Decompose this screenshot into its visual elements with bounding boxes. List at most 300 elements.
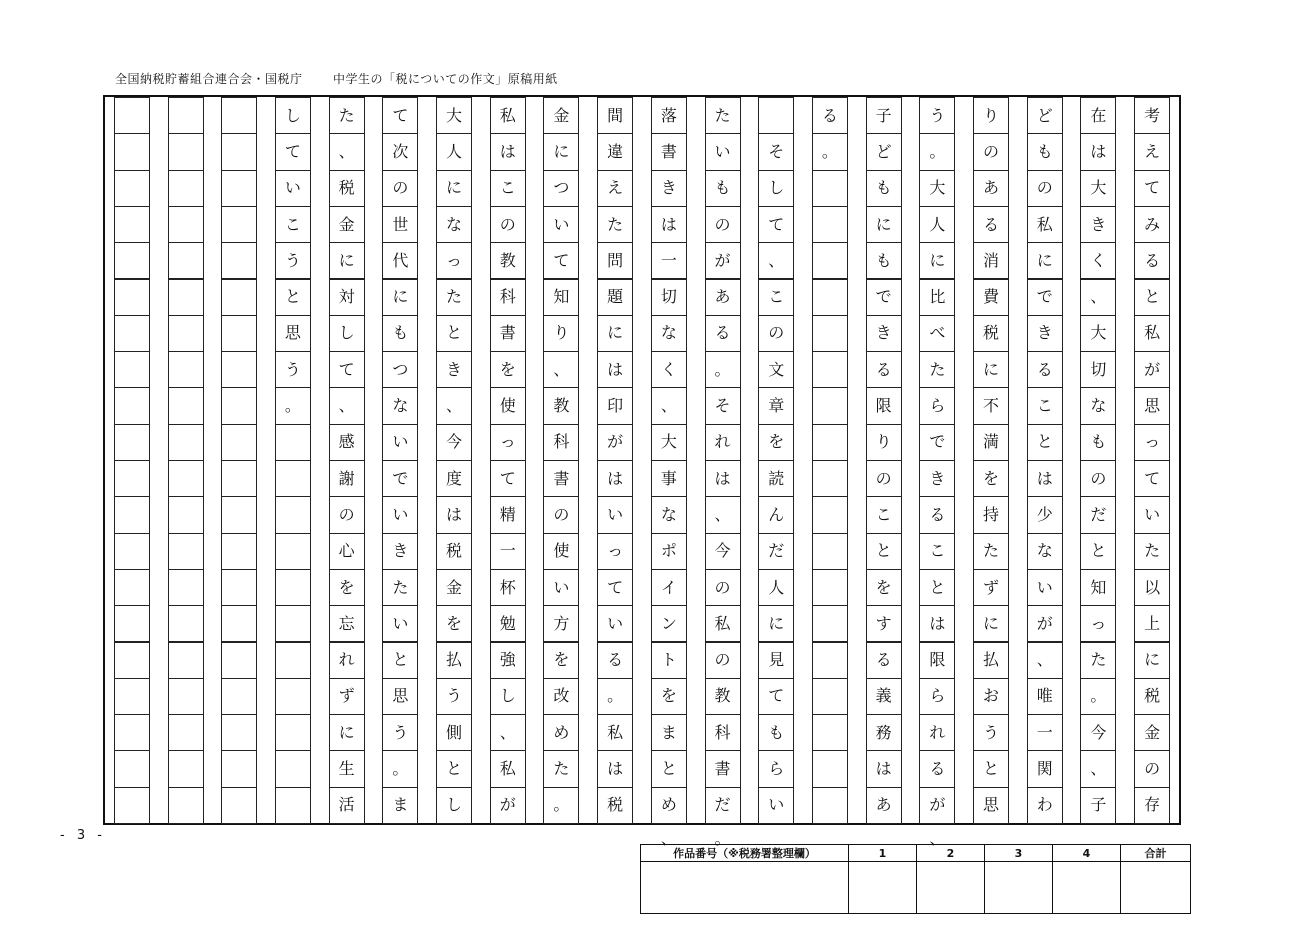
- manuscript-cell: [1027, 279, 1063, 316]
- manuscript-char: え: [1144, 141, 1161, 161]
- manuscript-cell: [651, 133, 687, 170]
- manuscript-cell: [168, 242, 204, 279]
- manuscript-cell: [168, 133, 204, 170]
- manuscript-cell: [275, 97, 311, 134]
- manuscript-char: 限: [929, 650, 946, 670]
- manuscript-cell: [812, 170, 848, 207]
- manuscript-cell: [1134, 714, 1170, 751]
- manuscript-char: に: [392, 287, 409, 307]
- manuscript-cell: [114, 678, 150, 715]
- manuscript-cell: [705, 97, 741, 134]
- manuscript-char: と: [1036, 432, 1053, 452]
- manuscript-char: 関: [1036, 759, 1053, 779]
- manuscript-char: 改: [553, 686, 570, 706]
- score-cell-entry-number[interactable]: [641, 862, 849, 914]
- manuscript-char: 杯: [499, 577, 516, 597]
- manuscript-cell: [543, 206, 579, 243]
- manuscript-cell: [1134, 642, 1170, 679]
- manuscript-cell: [919, 678, 955, 715]
- manuscript-cell: [329, 315, 365, 352]
- manuscript-cell: [1080, 351, 1116, 388]
- manuscript-cell: [758, 787, 794, 824]
- manuscript-cell: [436, 279, 472, 316]
- manuscript-column: [382, 97, 418, 823]
- manuscript-cell: [221, 605, 257, 642]
- score-header-2: 2: [917, 845, 985, 862]
- manuscript-char: る: [714, 323, 731, 343]
- manuscript-char: は: [1090, 141, 1107, 161]
- manuscript-cell: [490, 315, 526, 352]
- manuscript-cell: [1134, 351, 1170, 388]
- manuscript-char: 満: [983, 432, 1000, 452]
- manuscript-cell: [382, 605, 418, 642]
- manuscript-char: っ: [446, 250, 463, 270]
- manuscript-char: が: [499, 795, 516, 815]
- manuscript-char: を: [553, 650, 570, 670]
- manuscript-char: ら: [929, 686, 946, 706]
- manuscript-char: 書: [499, 323, 516, 343]
- manuscript-char: た: [1144, 541, 1161, 561]
- manuscript-cell: [597, 279, 633, 316]
- manuscript-char: し: [768, 178, 785, 198]
- manuscript-cell: [382, 315, 418, 352]
- manuscript-cell: [543, 315, 579, 352]
- manuscript-char: 知: [1090, 577, 1107, 597]
- manuscript-cell: [114, 750, 150, 787]
- manuscript-cell: [1080, 750, 1116, 787]
- manuscript-cell: [919, 170, 955, 207]
- manuscript-cell: [382, 387, 418, 424]
- manuscript-cell: [1027, 750, 1063, 787]
- overflow-punctuation: 、: [660, 829, 677, 848]
- manuscript-cell: [1027, 460, 1063, 497]
- manuscript-char: ま: [392, 795, 409, 815]
- manuscript-char: う: [929, 105, 946, 125]
- manuscript-char: と: [446, 759, 463, 779]
- manuscript-cell: [651, 387, 687, 424]
- manuscript-cell: [490, 206, 526, 243]
- manuscript-cell: [758, 605, 794, 642]
- manuscript-cell: [812, 242, 848, 279]
- manuscript-cell: [705, 387, 741, 424]
- manuscript-char: て: [284, 141, 301, 161]
- manuscript-cell: [1027, 170, 1063, 207]
- manuscript-char: と: [392, 650, 409, 670]
- manuscript-column: [543, 97, 579, 823]
- manuscript-cell: [1134, 424, 1170, 461]
- manuscript-char: る: [821, 105, 838, 125]
- manuscript-cell: [919, 569, 955, 606]
- manuscript-cell: [168, 605, 204, 642]
- manuscript-char: い: [607, 613, 624, 633]
- manuscript-char: 不: [983, 396, 1000, 416]
- manuscript-cell: [651, 605, 687, 642]
- manuscript-char: き: [392, 541, 409, 561]
- manuscript-cell: [275, 460, 311, 497]
- manuscript-char: に: [983, 613, 1000, 633]
- manuscript-char: め: [660, 795, 677, 815]
- manuscript-cell: [597, 642, 633, 679]
- manuscript-cell: [382, 460, 418, 497]
- manuscript-char: 文: [768, 359, 785, 379]
- manuscript-cell: [436, 351, 472, 388]
- organization-name: 全国納税貯蓄組合連合会・国税庁: [115, 72, 303, 86]
- manuscript-cell: [382, 678, 418, 715]
- manuscript-char: 以: [1144, 577, 1161, 597]
- manuscript-cell: [973, 460, 1009, 497]
- manuscript-char: の: [392, 178, 409, 198]
- manuscript-cell: [919, 460, 955, 497]
- manuscript-cell: [329, 170, 365, 207]
- manuscript-cell: [436, 533, 472, 570]
- manuscript-char: も: [875, 178, 892, 198]
- manuscript-cell: [114, 496, 150, 533]
- manuscript-char: 切: [660, 287, 677, 307]
- manuscript-cell: [1080, 714, 1116, 751]
- manuscript-cell: [1027, 605, 1063, 642]
- manuscript-cell: [919, 714, 955, 751]
- manuscript-char: て: [768, 214, 785, 234]
- manuscript-cell: [973, 750, 1009, 787]
- manuscript-char: た: [929, 359, 946, 379]
- score-header-entry-number: 作品番号（※税務署整理欄）: [641, 845, 849, 862]
- manuscript-cell: [651, 787, 687, 824]
- score-header-3: 3: [985, 845, 1053, 862]
- manuscript-char: 務: [875, 722, 892, 742]
- form-title: 中学生の「税についての作文」原稿用紙: [333, 72, 558, 86]
- manuscript-cell: [114, 170, 150, 207]
- manuscript-cell: [651, 424, 687, 461]
- manuscript-char: 謝: [338, 468, 355, 488]
- manuscript-char: な: [660, 504, 677, 524]
- manuscript-column: [651, 97, 687, 823]
- manuscript-char: る: [929, 759, 946, 779]
- manuscript-char: を: [983, 468, 1000, 488]
- manuscript-column: [705, 97, 741, 823]
- manuscript-char: し: [284, 105, 301, 125]
- manuscript-cell: [168, 279, 204, 316]
- manuscript-cell: [543, 387, 579, 424]
- manuscript-char: れ: [929, 722, 946, 742]
- manuscript-char: 題: [607, 287, 624, 307]
- manuscript-cell: [705, 569, 741, 606]
- manuscript-char: る: [1036, 359, 1053, 379]
- manuscript-cell: [1027, 206, 1063, 243]
- manuscript-cell: [490, 714, 526, 751]
- manuscript-char: 知: [553, 287, 570, 307]
- manuscript-char: イ: [660, 577, 677, 597]
- manuscript-cell: [436, 315, 472, 352]
- manuscript-cell: [919, 387, 955, 424]
- manuscript-cell: [1027, 678, 1063, 715]
- manuscript-char: る: [607, 650, 624, 670]
- manuscript-char: で: [1036, 287, 1053, 307]
- manuscript-char: い: [553, 577, 570, 597]
- manuscript-cell: [597, 424, 633, 461]
- score-table-entry-row: [641, 862, 1191, 914]
- manuscript-char: た: [446, 287, 463, 307]
- manuscript-cell: [221, 315, 257, 352]
- manuscript-cell: [866, 242, 902, 279]
- manuscript-char: 、: [338, 396, 355, 416]
- manuscript-char: の: [499, 214, 516, 234]
- manuscript-char: 。: [607, 686, 624, 706]
- manuscript-char: 私: [499, 105, 516, 125]
- manuscript-cell: [866, 750, 902, 787]
- manuscript-cell: [221, 642, 257, 679]
- manuscript-char: を: [875, 577, 892, 597]
- manuscript-cell: [812, 678, 848, 715]
- manuscript-cell: [1080, 279, 1116, 316]
- manuscript-char: ず: [983, 577, 1000, 597]
- manuscript-cell: [436, 714, 472, 751]
- manuscript-char: だ: [768, 541, 785, 561]
- manuscript-cell: [758, 242, 794, 279]
- manuscript-cell: [490, 170, 526, 207]
- manuscript-char: ど: [875, 141, 892, 161]
- manuscript-char: の: [338, 504, 355, 524]
- manuscript-cell: [114, 460, 150, 497]
- score-cell-3[interactable]: [985, 862, 1053, 914]
- manuscript-cell: [329, 206, 365, 243]
- manuscript-cell: [329, 242, 365, 279]
- manuscript-char: に: [929, 250, 946, 270]
- manuscript-cell: [490, 97, 526, 134]
- manuscript-char: と: [1144, 287, 1161, 307]
- manuscript-char: 使: [499, 396, 516, 416]
- manuscript-char: れ: [338, 650, 355, 670]
- manuscript-char: る: [875, 359, 892, 379]
- manuscript-cell: [490, 460, 526, 497]
- manuscript-cell: [597, 170, 633, 207]
- manuscript-cell: [758, 750, 794, 787]
- manuscript-cell: [866, 605, 902, 642]
- manuscript-char: ら: [768, 759, 785, 779]
- manuscript-char: 使: [553, 541, 570, 561]
- manuscript-char: 、: [338, 141, 355, 161]
- manuscript-cell: [1134, 533, 1170, 570]
- manuscript-char: な: [1036, 541, 1053, 561]
- manuscript-cell: [543, 678, 579, 715]
- manuscript-cell: [866, 678, 902, 715]
- manuscript-char: 人: [446, 141, 463, 161]
- manuscript-char: き: [446, 359, 463, 379]
- manuscript-cell: [382, 424, 418, 461]
- manuscript-cell: [597, 97, 633, 134]
- manuscript-char: 感: [338, 432, 355, 452]
- manuscript-char: 忘: [338, 613, 355, 633]
- manuscript-cell: [1027, 242, 1063, 279]
- manuscript-char: 大: [1090, 178, 1107, 198]
- manuscript-cell: [114, 97, 150, 134]
- manuscript-cell: [168, 206, 204, 243]
- manuscript-cell: [382, 206, 418, 243]
- manuscript-char: つ: [392, 359, 409, 379]
- overflow-punctuation: 。: [714, 829, 731, 848]
- manuscript-char: 、: [768, 250, 785, 270]
- manuscript-cell: [1027, 533, 1063, 570]
- manuscript-char: 、: [446, 396, 463, 416]
- manuscript-char: あ: [983, 178, 1000, 198]
- manuscript-char: ト: [660, 650, 677, 670]
- manuscript-char: 、: [499, 722, 516, 742]
- manuscript-cell: [597, 496, 633, 533]
- manuscript-char: は: [607, 359, 624, 379]
- score-cell-1[interactable]: [849, 862, 917, 914]
- manuscript-char: 金: [553, 105, 570, 125]
- manuscript-cell: [812, 605, 848, 642]
- manuscript-char: の: [714, 650, 731, 670]
- manuscript-char: と: [446, 323, 463, 343]
- manuscript-cell: [275, 387, 311, 424]
- manuscript-char: 私: [1036, 214, 1053, 234]
- manuscript-cell: [275, 750, 311, 787]
- manuscript-column: [1080, 97, 1116, 823]
- manuscript-cell: [275, 787, 311, 824]
- manuscript-cell: [436, 387, 472, 424]
- manuscript-cell: [866, 351, 902, 388]
- manuscript-char: き: [875, 323, 892, 343]
- score-cell-total[interactable]: [1121, 862, 1191, 914]
- manuscript-cell: [436, 424, 472, 461]
- manuscript-cell: [866, 496, 902, 533]
- manuscript-cell: [1134, 279, 1170, 316]
- manuscript-char: は: [607, 468, 624, 488]
- manuscript-cell: [114, 206, 150, 243]
- manuscript-char: し: [499, 686, 516, 706]
- manuscript-column: [597, 97, 633, 823]
- manuscript-char: 事: [660, 468, 677, 488]
- manuscript-cell: [1134, 569, 1170, 606]
- manuscript-char: な: [446, 214, 463, 234]
- manuscript-cell: [114, 133, 150, 170]
- manuscript-cell: [705, 533, 741, 570]
- manuscript-char: る: [875, 650, 892, 670]
- manuscript-char: い: [392, 613, 409, 633]
- manuscript-char: 上: [1144, 613, 1161, 633]
- manuscript-char: 限: [875, 396, 892, 416]
- manuscript-cell: [597, 678, 633, 715]
- manuscript-cell: [597, 605, 633, 642]
- manuscript-cell: [543, 787, 579, 824]
- manuscript-cell: [114, 315, 150, 352]
- manuscript-cell: [114, 787, 150, 824]
- manuscript-char: こ: [284, 214, 301, 234]
- manuscript-cell: [490, 533, 526, 570]
- manuscript-cell: [275, 714, 311, 751]
- manuscript-cell: [436, 750, 472, 787]
- manuscript-cell: [1134, 315, 1170, 352]
- manuscript-char: て: [392, 105, 409, 125]
- manuscript-cell: [329, 351, 365, 388]
- manuscript-cell: [221, 569, 257, 606]
- manuscript-char: 私: [607, 722, 624, 742]
- manuscript-cell: [919, 533, 955, 570]
- manuscript-char: 今: [714, 541, 731, 561]
- manuscript-cell: [705, 279, 741, 316]
- manuscript-cell: [329, 424, 365, 461]
- manuscript-cell: [758, 97, 794, 134]
- manuscript-char: い: [1144, 504, 1161, 524]
- score-table-header-row: [641, 845, 1191, 862]
- manuscript-char: 対: [338, 287, 355, 307]
- manuscript-char: 大: [929, 178, 946, 198]
- manuscript-char: な: [1090, 396, 1107, 416]
- manuscript-char: は: [714, 468, 731, 488]
- manuscript-char: は: [1036, 468, 1053, 488]
- score-cell-4[interactable]: [1053, 862, 1121, 914]
- manuscript-char: 度: [446, 468, 463, 488]
- manuscript-char: う: [284, 250, 301, 270]
- manuscript-char: 消: [983, 250, 1000, 270]
- manuscript-cell: [973, 642, 1009, 679]
- manuscript-char: 、: [1090, 287, 1107, 307]
- manuscript-char: 、: [553, 359, 570, 379]
- manuscript-column: [866, 97, 902, 823]
- manuscript-cell: [866, 279, 902, 316]
- manuscript-char: に: [607, 323, 624, 343]
- manuscript-char: 次: [392, 141, 409, 161]
- manuscript-cell: [705, 642, 741, 679]
- manuscript-char: 違: [607, 141, 624, 161]
- manuscript-char: い: [553, 214, 570, 234]
- manuscript-char: の: [1036, 178, 1053, 198]
- manuscript-char: る: [983, 214, 1000, 234]
- manuscript-char: た: [607, 214, 624, 234]
- manuscript-cell: [221, 496, 257, 533]
- manuscript-cell: [651, 279, 687, 316]
- manuscript-char: も: [392, 323, 409, 343]
- manuscript-char: く: [1090, 250, 1107, 270]
- manuscript-cell: [919, 496, 955, 533]
- manuscript-cell: [866, 315, 902, 352]
- manuscript-cell: [1027, 787, 1063, 824]
- manuscript-cell: [1080, 787, 1116, 824]
- manuscript-cell: [651, 242, 687, 279]
- score-cell-2[interactable]: [917, 862, 985, 914]
- manuscript-char: ン: [660, 613, 677, 633]
- manuscript-char: を: [338, 577, 355, 597]
- manuscript-cell: [758, 170, 794, 207]
- manuscript-cell: [168, 315, 204, 352]
- score-header-total: 合計: [1121, 845, 1191, 862]
- manuscript-cell: [651, 678, 687, 715]
- manuscript-cell: [866, 387, 902, 424]
- manuscript-cell: [1080, 460, 1116, 497]
- manuscript-cell: [168, 97, 204, 134]
- manuscript-char: の: [714, 214, 731, 234]
- manuscript-cell: [329, 460, 365, 497]
- manuscript-char: と: [929, 577, 946, 597]
- manuscript-cell: [114, 569, 150, 606]
- manuscript-char: 金: [446, 577, 463, 597]
- manuscript-cell: [275, 678, 311, 715]
- manuscript-char: で: [392, 468, 409, 488]
- manuscript-char: 書: [553, 468, 570, 488]
- manuscript-cell: [651, 533, 687, 570]
- manuscript-cell: [597, 787, 633, 824]
- manuscript-char: こ: [1036, 396, 1053, 416]
- manuscript-char: 。: [284, 396, 301, 416]
- manuscript-char: 。: [714, 359, 731, 379]
- manuscript-char: た: [553, 759, 570, 779]
- manuscript-char: 思: [983, 795, 1000, 815]
- manuscript-cell: [490, 787, 526, 824]
- manuscript-char: 今: [446, 432, 463, 452]
- manuscript-char: 今: [1090, 722, 1107, 742]
- manuscript-char: 書: [660, 141, 677, 161]
- manuscript-char: 世: [392, 214, 409, 234]
